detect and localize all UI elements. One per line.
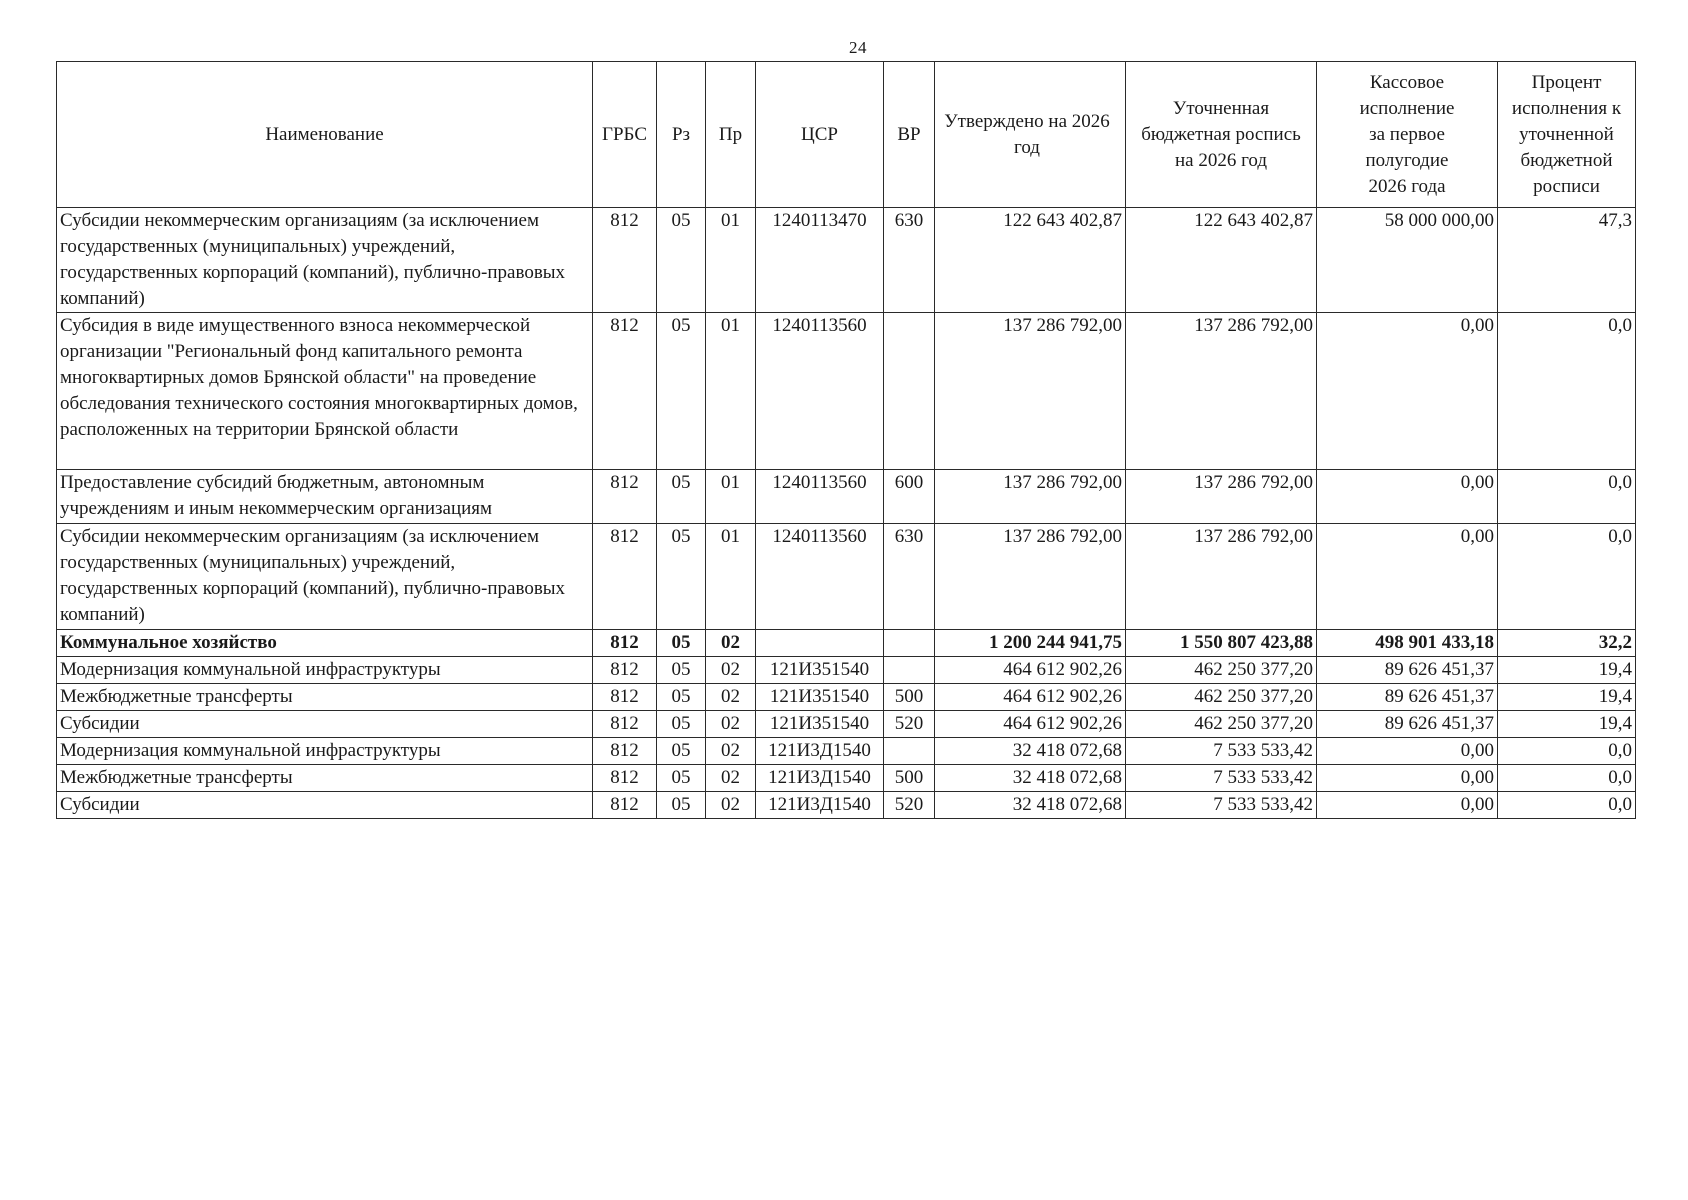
row-percent: 47,3 — [1498, 208, 1636, 313]
header-cash: Кассовое исполнение за первое полугодие 2026 года — [1317, 62, 1498, 208]
row-grbs: 812 — [593, 765, 657, 792]
row-pr: 01 — [706, 524, 756, 630]
row-csr: 121И351540 — [756, 684, 884, 711]
header-percent: Процент исполнения к уточненной бюджетной росписи — [1498, 62, 1636, 208]
row-rz: 05 — [657, 630, 706, 657]
row-rz: 05 — [657, 657, 706, 684]
row-rz: 05 — [657, 765, 706, 792]
row-name: Субсидии — [57, 711, 593, 738]
row-percent: 19,4 — [1498, 684, 1636, 711]
row-refined: 462 250 377,20 — [1126, 657, 1317, 684]
table-row — [57, 657, 1636, 684]
row-csr: 1240113470 — [756, 208, 884, 313]
row-pr: 02 — [706, 792, 756, 819]
row-pr: 02 — [706, 657, 756, 684]
row-csr: 121И351540 — [756, 711, 884, 738]
header-csr: ЦСР — [756, 62, 884, 208]
table-row — [57, 684, 1636, 711]
row-csr: 1240113560 — [756, 313, 884, 470]
row-name: Предоставление субсидий бюджетным, автономным учреждениям и иным некоммерческим организациям — [57, 470, 593, 524]
row-name: Модернизация коммунальной инфраструктуры — [57, 738, 593, 765]
row-approved: 32 418 072,68 — [935, 765, 1126, 792]
row-vr: 500 — [884, 684, 935, 711]
row-percent: 0,0 — [1498, 738, 1636, 765]
row-csr: 121И3Д1540 — [756, 792, 884, 819]
row-cash: 89 626 451,37 — [1317, 711, 1498, 738]
row-grbs: 812 — [593, 738, 657, 765]
row-approved: 32 418 072,68 — [935, 738, 1126, 765]
row-csr: 1240113560 — [756, 470, 884, 524]
row-percent: 19,4 — [1498, 711, 1636, 738]
row-refined: 137 286 792,00 — [1126, 313, 1317, 470]
row-csr — [756, 630, 884, 657]
row-approved: 464 612 902,26 — [935, 657, 1126, 684]
row-pr: 02 — [706, 765, 756, 792]
row-csr: 121И3Д1540 — [756, 738, 884, 765]
row-approved: 464 612 902,26 — [935, 711, 1126, 738]
table-row — [57, 765, 1636, 792]
row-csr: 121И351540 — [756, 657, 884, 684]
row-approved: 137 286 792,00 — [935, 524, 1126, 630]
row-approved: 464 612 902,26 — [935, 684, 1126, 711]
row-rz: 05 — [657, 792, 706, 819]
row-name: Межбюджетные трансферты — [57, 765, 593, 792]
row-cash: 0,00 — [1317, 765, 1498, 792]
page-number-text: 24 — [849, 38, 867, 57]
row-vr: 630 — [884, 524, 935, 630]
row-percent: 0,0 — [1498, 765, 1636, 792]
row-pr: 02 — [706, 684, 756, 711]
row-cash: 0,00 — [1317, 470, 1498, 524]
row-rz: 05 — [657, 470, 706, 524]
row-approved: 137 286 792,00 — [935, 313, 1126, 470]
row-cash: 0,00 — [1317, 524, 1498, 630]
row-vr — [884, 630, 935, 657]
row-pr: 02 — [706, 738, 756, 765]
row-refined: 122 643 402,87 — [1126, 208, 1317, 313]
row-pr: 02 — [706, 711, 756, 738]
row-refined: 7 533 533,42 — [1126, 792, 1317, 819]
header-pr: Пр — [706, 62, 756, 208]
table-row — [57, 711, 1636, 738]
row-grbs: 812 — [593, 711, 657, 738]
row-grbs: 812 — [593, 684, 657, 711]
row-vr — [884, 313, 935, 470]
row-name: Субсидии некоммерческим организациям (за исключением государственных (муниципальных) учреждений, государственных корпораций (компаний), публично-правовых компаний) — [57, 208, 593, 313]
row-refined: 1 550 807 423,88 — [1126, 630, 1317, 657]
row-cash: 0,00 — [1317, 738, 1498, 765]
row-name: Модернизация коммунальной инфраструктуры — [57, 657, 593, 684]
row-percent: 0,0 — [1498, 470, 1636, 524]
row-cash: 89 626 451,37 — [1317, 657, 1498, 684]
row-grbs: 812 — [593, 524, 657, 630]
row-rz: 05 — [657, 684, 706, 711]
row-grbs: 812 — [593, 630, 657, 657]
row-grbs: 812 — [593, 657, 657, 684]
row-percent: 0,0 — [1498, 524, 1636, 630]
table-row — [57, 313, 1636, 470]
table-row — [57, 792, 1636, 819]
row-rz: 05 — [657, 208, 706, 313]
row-approved: 32 418 072,68 — [935, 792, 1126, 819]
header-grbs: ГРБС — [593, 62, 657, 208]
row-rz: 05 — [657, 524, 706, 630]
row-refined: 462 250 377,20 — [1126, 711, 1317, 738]
row-rz: 05 — [657, 711, 706, 738]
row-cash: 58 000 000,00 — [1317, 208, 1498, 313]
row-rz: 05 — [657, 313, 706, 470]
row-name: Субсидия в виде имущественного взноса некоммерческой организации "Региональный фонд капитального ремонта многоквартирных домов Брянской области" на проведение обследования технического состояния многоквартирных домов, расположенных на территории Брянской области — [57, 313, 593, 470]
row-approved: 1 200 244 941,75 — [935, 630, 1126, 657]
row-percent: 0,0 — [1498, 313, 1636, 470]
header-vr: ВР — [884, 62, 935, 208]
page-number — [0, 38, 1688, 58]
row-approved: 122 643 402,87 — [935, 208, 1126, 313]
table-row — [57, 208, 1636, 313]
row-grbs: 812 — [593, 792, 657, 819]
row-vr: 500 — [884, 765, 935, 792]
table-row — [57, 470, 1636, 524]
row-refined: 462 250 377,20 — [1126, 684, 1317, 711]
row-vr — [884, 738, 935, 765]
row-grbs: 812 — [593, 470, 657, 524]
row-name: Субсидии — [57, 792, 593, 819]
row-pr: 01 — [706, 208, 756, 313]
header-approved: Утверждено на 2026 год — [935, 62, 1126, 208]
row-refined: 7 533 533,42 — [1126, 738, 1317, 765]
row-pr: 01 — [706, 313, 756, 470]
row-csr: 1240113560 — [756, 524, 884, 630]
row-cash: 0,00 — [1317, 313, 1498, 470]
row-pr: 02 — [706, 630, 756, 657]
row-approved: 137 286 792,00 — [935, 470, 1126, 524]
row-name: Коммунальное хозяйство — [57, 630, 593, 657]
row-percent: 32,2 — [1498, 630, 1636, 657]
row-percent: 0,0 — [1498, 792, 1636, 819]
table-row — [57, 738, 1636, 765]
table-row — [57, 524, 1636, 630]
row-vr: 600 — [884, 470, 935, 524]
row-name: Субсидии некоммерческим организациям (за исключением государственных (муниципальных) учреждений, государственных корпораций (компаний), публично-правовых компаний) — [57, 524, 593, 630]
row-cash: 498 901 433,18 — [1317, 630, 1498, 657]
row-percent: 19,4 — [1498, 657, 1636, 684]
row-csr: 121И3Д1540 — [756, 765, 884, 792]
row-pr: 01 — [706, 470, 756, 524]
row-refined: 137 286 792,00 — [1126, 470, 1317, 524]
row-refined: 7 533 533,42 — [1126, 765, 1317, 792]
row-rz: 05 — [657, 738, 706, 765]
budget-execution-table — [56, 61, 1636, 819]
row-vr — [884, 657, 935, 684]
row-name: Межбюджетные трансферты — [57, 684, 593, 711]
row-vr: 630 — [884, 208, 935, 313]
header-name: Наименование — [57, 62, 593, 208]
row-vr: 520 — [884, 792, 935, 819]
row-grbs: 812 — [593, 208, 657, 313]
header-rz: Рз — [657, 62, 706, 208]
row-cash: 0,00 — [1317, 792, 1498, 819]
row-grbs: 812 — [593, 313, 657, 470]
table-header-row — [57, 62, 1636, 208]
header-refined: Уточненная бюджетная роспись на 2026 год — [1126, 62, 1317, 208]
table-row-section-total — [57, 630, 1636, 657]
row-cash: 89 626 451,37 — [1317, 684, 1498, 711]
row-vr: 520 — [884, 711, 935, 738]
row-refined: 137 286 792,00 — [1126, 524, 1317, 630]
